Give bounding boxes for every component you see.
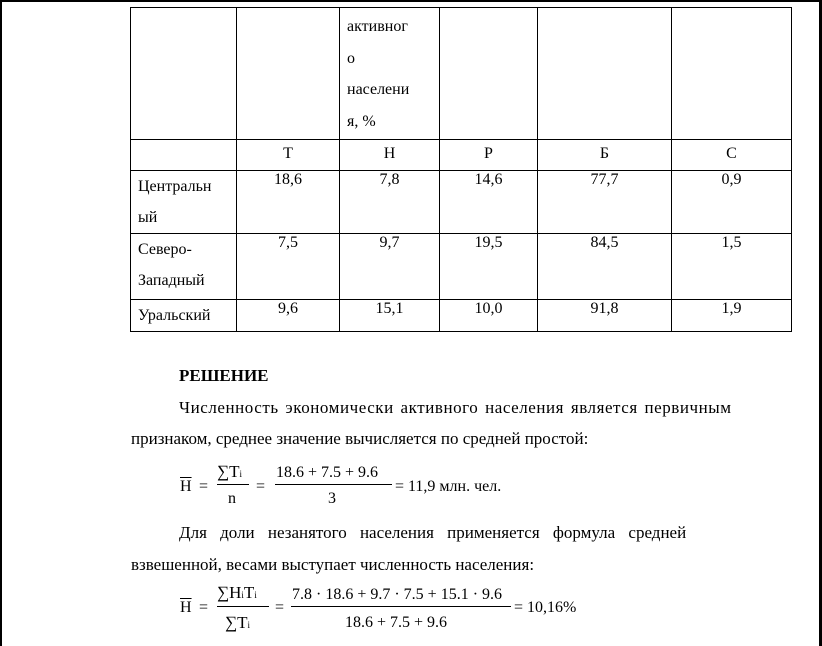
table-cell-value: 7,5 [237, 234, 340, 300]
formula-result: = 10,16% [514, 599, 577, 616]
row-name-line: Центральн [138, 178, 212, 195]
formula-lhs: Н [180, 478, 192, 495]
header-text-line: населени [347, 81, 410, 99]
formula-sum-symbol: ∑Н [217, 583, 242, 602]
formula-subscript: i [254, 590, 257, 600]
table-cell-value: 1,9 [672, 300, 792, 332]
formula-subscript: i [239, 469, 243, 479]
formula-sum-symbol: ∑Т [217, 462, 240, 481]
formula-denominator [225, 613, 250, 633]
table-cell-value: 19,5 [440, 234, 538, 300]
formula-result: = 11,9 млн. чел. [395, 478, 502, 495]
page-border-left [0, 0, 2, 646]
formula-denominator-values: 18.6 + 7.5 + 9.6 [345, 614, 448, 631]
data-table [130, 7, 792, 332]
formula-numerator [217, 583, 257, 603]
fraction-bar [217, 484, 249, 485]
solution-paragraph-line: признаком, среднее значение вычисляется по средней простой: [131, 429, 589, 448]
table-cell [131, 140, 237, 171]
table-cell-value: 91,8 [538, 300, 672, 332]
formula-numerator-values: 18.6 + 7.5 + 9.6 [276, 464, 379, 481]
header-text-line: о [347, 49, 355, 67]
header-cell-active-population [340, 8, 440, 140]
formula-equals: = [199, 599, 209, 616]
page-border-top [0, 0, 822, 2]
table-cell-value: 1,5 [672, 234, 792, 300]
table-cell-value: 0,9 [672, 171, 792, 234]
formula-symbol: Т [243, 583, 255, 602]
formula-subscript: i [241, 590, 244, 600]
row-name-line: Уральский [138, 307, 211, 324]
table-cell-value: 18,6 [237, 171, 340, 234]
header-text-line: я, % [347, 113, 376, 131]
table-column-codes-row [131, 140, 792, 171]
row-name-line: Северо- [138, 241, 192, 258]
table-cell-value: 14,6 [440, 171, 538, 234]
table-row [131, 171, 792, 234]
header-text-line: активног [347, 18, 408, 35]
table-cell-value: 7,8 [340, 171, 440, 234]
solution-paragraph-line: Численность экономически активного населения является первичным [179, 398, 732, 417]
solution-heading: РЕШЕНИЕ [179, 366, 269, 385]
table-cell [237, 8, 340, 140]
row-name-central [131, 171, 237, 234]
table-header-row [131, 8, 792, 140]
formula-numerator [217, 462, 242, 482]
fraction-bar [275, 484, 392, 485]
table-row [131, 234, 792, 300]
row-name-line: Западный [138, 272, 205, 289]
formula-equals: = [199, 478, 209, 495]
table-cell-value: 10,0 [440, 300, 538, 332]
column-code-s: С [672, 140, 792, 171]
table-cell-value: 84,5 [538, 234, 672, 300]
table-cell-value: 9,7 [340, 234, 440, 300]
solution-paragraph-line: Для доли незанятого населения применяется формула средней [179, 523, 687, 542]
table-cell-value: 9,6 [237, 300, 340, 332]
fraction-bar [217, 606, 269, 607]
table-cell [672, 8, 792, 140]
table-cell-value: 15,1 [340, 300, 440, 332]
column-code-b: Б [538, 140, 672, 171]
table-cell [538, 8, 672, 140]
formula-subscript: i [247, 620, 251, 630]
column-code-r: Р [440, 140, 538, 171]
fraction-bar [291, 606, 511, 607]
column-code-t: Т [237, 140, 340, 171]
formula-equals: = [275, 599, 285, 616]
column-code-n: Н [340, 140, 440, 171]
table-cell-value: 77,7 [538, 171, 672, 234]
formula-denominator: n [228, 490, 236, 507]
table-row [131, 300, 792, 332]
formula-sum-symbol: ∑Т [225, 613, 248, 632]
formula-numerator-values: 7.8 · 18.6 + 9.7 · 7.5 + 15.1 · 9.6 [292, 586, 503, 603]
formula-equals: = [256, 478, 266, 495]
row-name-northwest [131, 234, 237, 300]
solution-paragraph-line: взвешенной, весами выступает численность населения: [131, 555, 535, 574]
formula-denominator-values: 3 [328, 490, 336, 507]
row-name-line: ый [138, 209, 158, 226]
formula-lhs: Н [180, 599, 192, 616]
table-cell [131, 8, 237, 140]
row-name-ural [131, 300, 237, 332]
table-cell [440, 8, 538, 140]
